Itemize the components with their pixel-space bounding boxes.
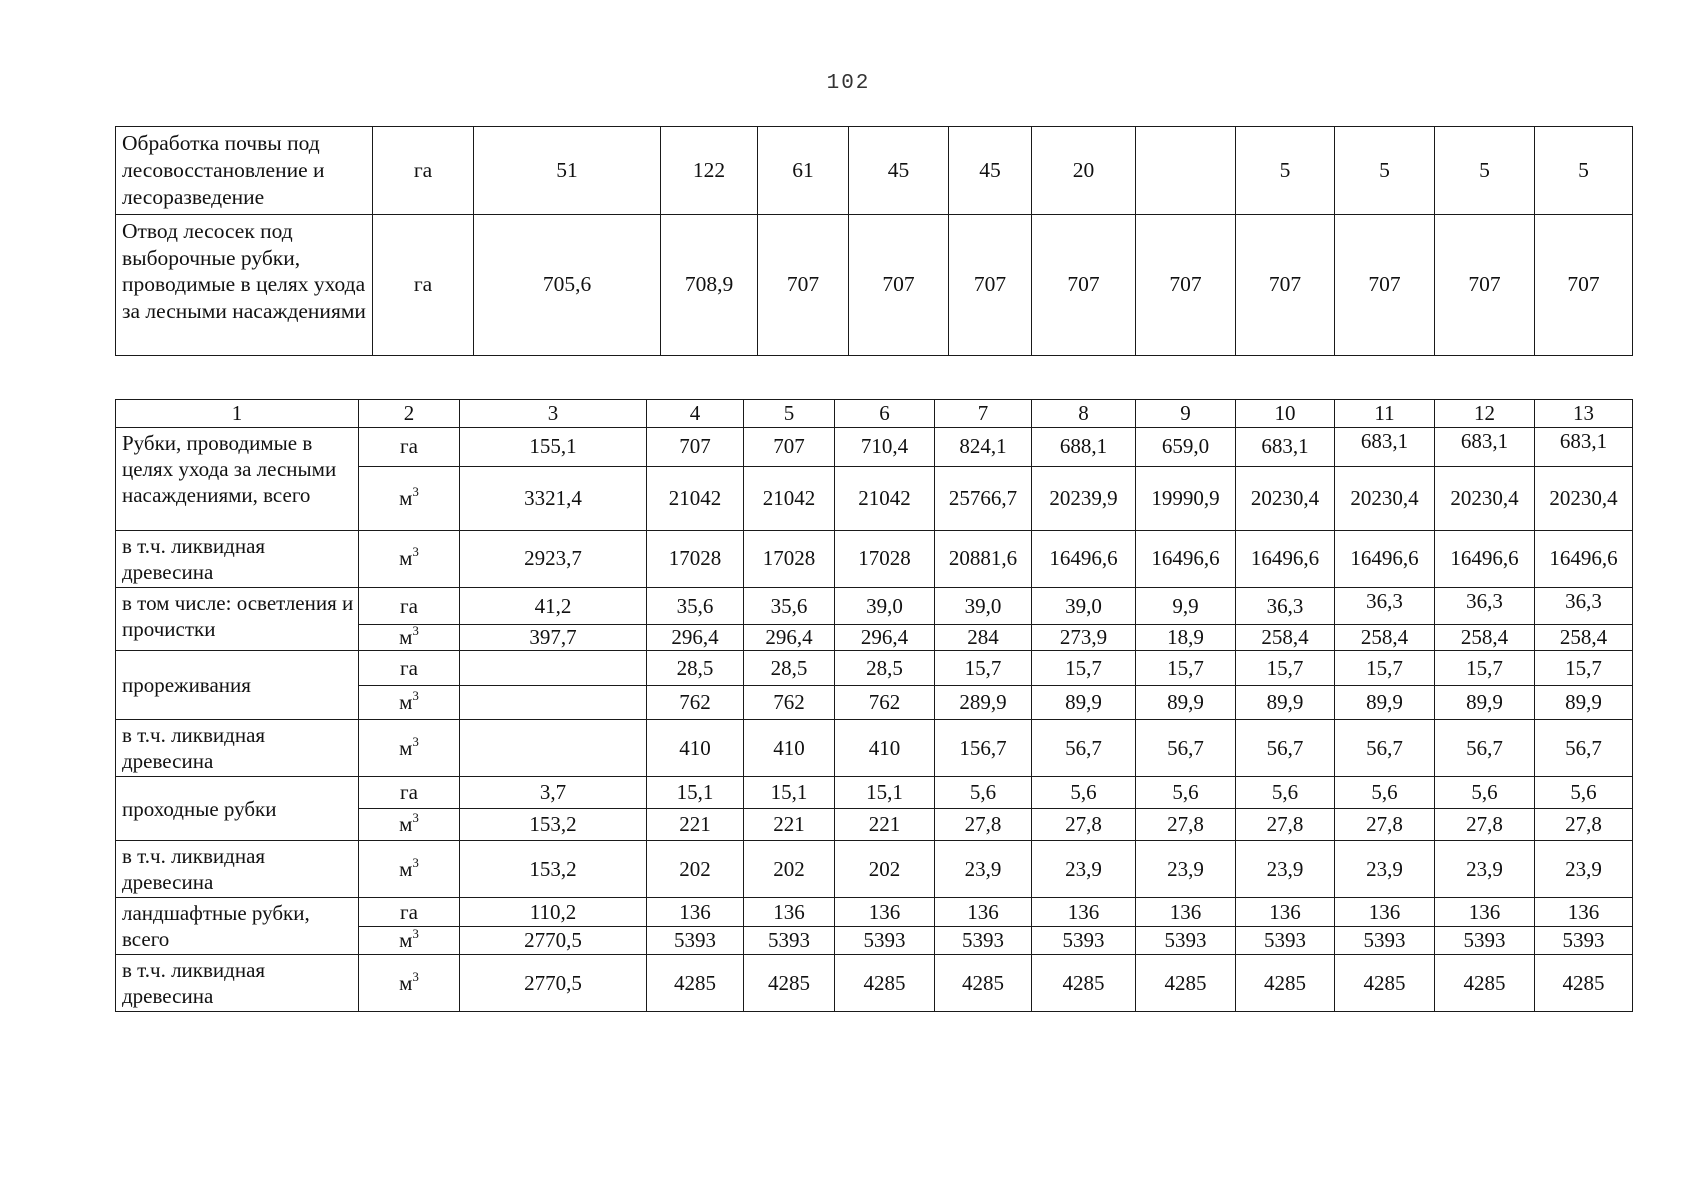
value-cell: 683,1 (1435, 428, 1535, 467)
row-label: в т.ч. ликвидная древесина (116, 720, 359, 777)
value-cell: 122 (661, 127, 758, 215)
table-row (116, 531, 1633, 588)
value-cell: 5393 (935, 927, 1032, 955)
unit-exponent: 3 (412, 688, 419, 704)
value-cell: 5,6 (1236, 777, 1335, 809)
column-number: 7 (935, 400, 1032, 428)
value-cell: 5393 (744, 927, 835, 955)
table-row (116, 777, 1633, 809)
value-cell: 136 (744, 898, 835, 927)
value-cell: 707 (1335, 214, 1435, 355)
value-cell: 4285 (1335, 955, 1435, 1012)
value-cell: 28,5 (744, 651, 835, 686)
column-number: 13 (1535, 400, 1633, 428)
value-cell: 136 (647, 898, 744, 927)
column-number: 1 (116, 400, 359, 428)
unit-ha: га (359, 777, 460, 809)
value-cell: 41,2 (460, 588, 647, 625)
unit-exponent: 3 (412, 810, 419, 826)
unit-m3 (359, 809, 460, 841)
table-row (116, 898, 1633, 927)
row-label: Отвод лесосек под выборочные рубки, проводимые в целях ухода за лесными насаждениями (116, 214, 373, 355)
value-cell: 36,3 (1535, 588, 1633, 625)
value-cell: 27,8 (1032, 809, 1136, 841)
value-cell: 20230,4 (1335, 467, 1435, 531)
value-cell: 153,2 (460, 809, 647, 841)
value-cell: 36,3 (1435, 588, 1535, 625)
unit-exponent: 3 (412, 483, 419, 499)
unit-base: м (399, 546, 413, 571)
value-cell: 23,9 (1435, 841, 1535, 898)
value-cell: 27,8 (935, 809, 1032, 841)
unit-cell: га (373, 214, 474, 355)
value-cell: 707 (1535, 214, 1633, 355)
value-cell: 23,9 (1335, 841, 1435, 898)
value-cell: 36,3 (1236, 588, 1335, 625)
value-cell: 56,7 (1435, 720, 1535, 777)
value-cell: 202 (744, 841, 835, 898)
value-cell: 659,0 (1136, 428, 1236, 467)
value-cell: 28,5 (647, 651, 744, 686)
column-number: 5 (744, 400, 835, 428)
value-cell: 19990,9 (1136, 467, 1236, 531)
value-cell: 45 (949, 127, 1032, 215)
unit-ha: га (359, 428, 460, 467)
value-cell: 89,9 (1136, 686, 1236, 720)
unit-exponent: 3 (412, 854, 419, 870)
value-cell: 5 (1335, 127, 1435, 215)
value-cell: 824,1 (935, 428, 1032, 467)
value-cell: 156,7 (935, 720, 1032, 777)
value-cell: 410 (647, 720, 744, 777)
row-label: Обработка почвы под лесовосстановление и лесоразведение (116, 127, 373, 215)
value-cell: 284 (935, 625, 1032, 651)
value-cell: 25766,7 (935, 467, 1032, 531)
value-cell: 762 (835, 686, 935, 720)
value-cell: 23,9 (1535, 841, 1633, 898)
value-cell: 705,6 (474, 214, 661, 355)
value-cell: 2770,5 (460, 927, 647, 955)
column-number: 12 (1435, 400, 1535, 428)
value-cell: 4285 (1435, 955, 1535, 1012)
table-row (116, 720, 1633, 777)
value-cell: 4285 (1032, 955, 1136, 1012)
row-label: ландшафтные рубки, всего (116, 898, 359, 955)
value-cell: 2770,5 (460, 955, 647, 1012)
value-cell: 136 (1335, 898, 1435, 927)
value-cell: 89,9 (1335, 686, 1435, 720)
value-cell: 683,1 (1535, 428, 1633, 467)
value-cell: 89,9 (1535, 686, 1633, 720)
value-cell (460, 686, 647, 720)
value-cell: 136 (1136, 898, 1236, 927)
value-cell: 15,1 (744, 777, 835, 809)
table-row (116, 588, 1633, 625)
value-cell: 36,3 (1335, 588, 1435, 625)
value-cell: 56,7 (1335, 720, 1435, 777)
value-cell: 15,7 (1535, 651, 1633, 686)
unit-m3 (359, 720, 460, 777)
unit-m3 (359, 927, 460, 955)
value-cell: 258,4 (1236, 625, 1335, 651)
value-cell: 136 (1535, 898, 1633, 927)
value-cell: 16496,6 (1335, 531, 1435, 588)
value-cell: 39,0 (835, 588, 935, 625)
value-cell: 23,9 (1032, 841, 1136, 898)
value-cell: 20881,6 (935, 531, 1032, 588)
page-number: 102 (826, 72, 871, 95)
value-cell: 89,9 (1032, 686, 1136, 720)
value-cell: 688,1 (1032, 428, 1136, 467)
value-cell: 707 (758, 214, 849, 355)
value-cell: 707 (949, 214, 1032, 355)
value-cell: 89,9 (1435, 686, 1535, 720)
value-cell: 707 (1136, 214, 1236, 355)
value-cell: 762 (647, 686, 744, 720)
value-cell: 5393 (1236, 927, 1335, 955)
value-cell: 56,7 (1535, 720, 1633, 777)
value-cell: 45 (849, 127, 949, 215)
column-number: 11 (1335, 400, 1435, 428)
column-number: 8 (1032, 400, 1136, 428)
value-cell: 15,7 (1136, 651, 1236, 686)
value-cell: 23,9 (1236, 841, 1335, 898)
unit-base: м (399, 928, 413, 953)
value-cell: 5393 (1535, 927, 1633, 955)
unit-exponent: 3 (412, 733, 419, 749)
value-cell: 35,6 (744, 588, 835, 625)
value-cell: 5,6 (935, 777, 1032, 809)
row-label: в том числе: осветления и прочистки (116, 588, 359, 651)
value-cell: 16496,6 (1435, 531, 1535, 588)
value-cell: 136 (1435, 898, 1535, 927)
value-cell: 296,4 (835, 625, 935, 651)
unit-exponent: 3 (412, 968, 419, 984)
value-cell: 27,8 (1136, 809, 1236, 841)
unit-base: м (399, 856, 413, 881)
unit-base: м (399, 485, 413, 510)
unit-base: м (399, 970, 413, 995)
value-cell: 15,7 (1236, 651, 1335, 686)
row-label: проходные рубки (116, 777, 359, 841)
value-cell: 35,6 (647, 588, 744, 625)
value-cell: 20230,4 (1535, 467, 1633, 531)
column-number: 9 (1136, 400, 1236, 428)
value-cell: 21042 (647, 467, 744, 531)
column-number: 6 (835, 400, 935, 428)
value-cell: 15,7 (935, 651, 1032, 686)
value-cell: 56,7 (1136, 720, 1236, 777)
table-row (116, 841, 1633, 898)
row-label: прореживания (116, 651, 359, 720)
value-cell: 17028 (835, 531, 935, 588)
unit-m3 (359, 841, 460, 898)
value-cell: 5,6 (1335, 777, 1435, 809)
unit-exponent: 3 (412, 926, 419, 942)
value-cell: 202 (647, 841, 744, 898)
value-cell: 5,6 (1136, 777, 1236, 809)
table-row (116, 651, 1633, 686)
value-cell: 296,4 (647, 625, 744, 651)
value-cell: 410 (744, 720, 835, 777)
column-number-row (116, 400, 1633, 428)
value-cell: 27,8 (1435, 809, 1535, 841)
value-cell: 15,1 (835, 777, 935, 809)
table-row (116, 428, 1633, 467)
value-cell: 4285 (935, 955, 1032, 1012)
value-cell: 707 (647, 428, 744, 467)
value-cell: 221 (835, 809, 935, 841)
value-cell: 289,9 (935, 686, 1032, 720)
value-cell: 27,8 (1535, 809, 1633, 841)
value-cell: 39,0 (935, 588, 1032, 625)
value-cell: 5393 (835, 927, 935, 955)
value-cell: 5,6 (1435, 777, 1535, 809)
table-main (115, 399, 1633, 1012)
value-cell: 258,4 (1435, 625, 1535, 651)
value-cell: 5393 (1335, 927, 1435, 955)
row-label: в т.ч. ликвидная древесина (116, 841, 359, 898)
value-cell: 3321,4 (460, 467, 647, 531)
value-cell: 17028 (647, 531, 744, 588)
value-cell: 221 (647, 809, 744, 841)
value-cell: 56,7 (1032, 720, 1136, 777)
value-cell: 21042 (835, 467, 935, 531)
value-cell: 762 (744, 686, 835, 720)
value-cell: 5393 (1435, 927, 1535, 955)
value-cell: 5,6 (1032, 777, 1136, 809)
value-cell: 5393 (1136, 927, 1236, 955)
row-label: в т.ч. ликвидная древесина (116, 531, 359, 588)
table-row (116, 955, 1633, 1012)
value-cell: 20230,4 (1236, 467, 1335, 531)
value-cell: 258,4 (1535, 625, 1633, 651)
value-cell: 4285 (835, 955, 935, 1012)
value-cell: 683,1 (1335, 428, 1435, 467)
value-cell: 20239,9 (1032, 467, 1136, 531)
value-cell: 296,4 (744, 625, 835, 651)
value-cell: 707 (1032, 214, 1136, 355)
value-cell: 4285 (1535, 955, 1633, 1012)
value-cell: 39,0 (1032, 588, 1136, 625)
value-cell: 5 (1535, 127, 1633, 215)
row-label: Рубки, проводимые в целях ухода за лесными насаждениями, всего (116, 428, 359, 531)
value-cell (460, 720, 647, 777)
unit-m3 (359, 625, 460, 651)
value-cell: 16496,6 (1136, 531, 1236, 588)
value-cell: 5,6 (1535, 777, 1633, 809)
value-cell: 202 (835, 841, 935, 898)
value-cell: 23,9 (935, 841, 1032, 898)
value-cell: 15,7 (1335, 651, 1435, 686)
value-cell: 710,4 (835, 428, 935, 467)
value-cell: 16496,6 (1236, 531, 1335, 588)
value-cell: 4285 (647, 955, 744, 1012)
table-continuation (115, 126, 1633, 356)
column-number: 2 (359, 400, 460, 428)
value-cell: 708,9 (661, 214, 758, 355)
value-cell: 16496,6 (1535, 531, 1633, 588)
value-cell: 9,9 (1136, 588, 1236, 625)
value-cell: 20 (1032, 127, 1136, 215)
value-cell: 15,7 (1435, 651, 1535, 686)
value-cell: 18,9 (1136, 625, 1236, 651)
value-cell: 2923,7 (460, 531, 647, 588)
unit-m3 (359, 955, 460, 1012)
unit-exponent: 3 (412, 544, 419, 560)
value-cell: 51 (474, 127, 661, 215)
value-cell: 136 (835, 898, 935, 927)
value-cell: 397,7 (460, 625, 647, 651)
value-cell: 28,5 (835, 651, 935, 686)
unit-base: м (399, 735, 413, 760)
unit-exponent: 3 (412, 624, 419, 639)
value-cell: 258,4 (1335, 625, 1435, 651)
value-cell: 110,2 (460, 898, 647, 927)
value-cell: 3,7 (460, 777, 647, 809)
value-cell: 5393 (1032, 927, 1136, 955)
column-number: 3 (460, 400, 647, 428)
value-cell: 20230,4 (1435, 467, 1535, 531)
value-cell: 707 (1236, 214, 1335, 355)
value-cell: 221 (744, 809, 835, 841)
value-cell: 707 (1435, 214, 1535, 355)
value-cell: 136 (1032, 898, 1136, 927)
value-cell: 5393 (647, 927, 744, 955)
value-cell: 707 (744, 428, 835, 467)
table-row (116, 127, 1633, 215)
value-cell: 17028 (744, 531, 835, 588)
value-cell: 15,1 (647, 777, 744, 809)
unit-m3 (359, 531, 460, 588)
unit-m3 (359, 467, 460, 531)
value-cell: 136 (935, 898, 1032, 927)
value-cell: 61 (758, 127, 849, 215)
unit-ha: га (359, 651, 460, 686)
value-cell: 56,7 (1236, 720, 1335, 777)
table-row (116, 214, 1633, 355)
value-cell: 410 (835, 720, 935, 777)
row-label: в т.ч. ликвидная древесина (116, 955, 359, 1012)
unit-base: м (399, 625, 413, 650)
value-cell: 273,9 (1032, 625, 1136, 651)
value-cell (460, 651, 647, 686)
value-cell: 707 (849, 214, 949, 355)
value-cell (1136, 127, 1236, 215)
value-cell: 15,7 (1032, 651, 1136, 686)
value-cell: 136 (1236, 898, 1335, 927)
unit-base: м (399, 812, 413, 837)
value-cell: 89,9 (1236, 686, 1335, 720)
value-cell: 4285 (1136, 955, 1236, 1012)
unit-m3 (359, 686, 460, 720)
value-cell: 4285 (1236, 955, 1335, 1012)
value-cell: 23,9 (1136, 841, 1236, 898)
value-cell: 27,8 (1236, 809, 1335, 841)
unit-ha: га (359, 588, 460, 625)
value-cell: 5 (1236, 127, 1335, 215)
value-cell: 27,8 (1335, 809, 1435, 841)
value-cell: 155,1 (460, 428, 647, 467)
unit-cell: га (373, 127, 474, 215)
value-cell: 683,1 (1236, 428, 1335, 467)
unit-base: м (399, 690, 413, 715)
value-cell: 5 (1435, 127, 1535, 215)
value-cell: 4285 (744, 955, 835, 1012)
value-cell: 153,2 (460, 841, 647, 898)
unit-ha: га (359, 898, 460, 927)
column-number: 10 (1236, 400, 1335, 428)
column-number: 4 (647, 400, 744, 428)
value-cell: 16496,6 (1032, 531, 1136, 588)
value-cell: 21042 (744, 467, 835, 531)
